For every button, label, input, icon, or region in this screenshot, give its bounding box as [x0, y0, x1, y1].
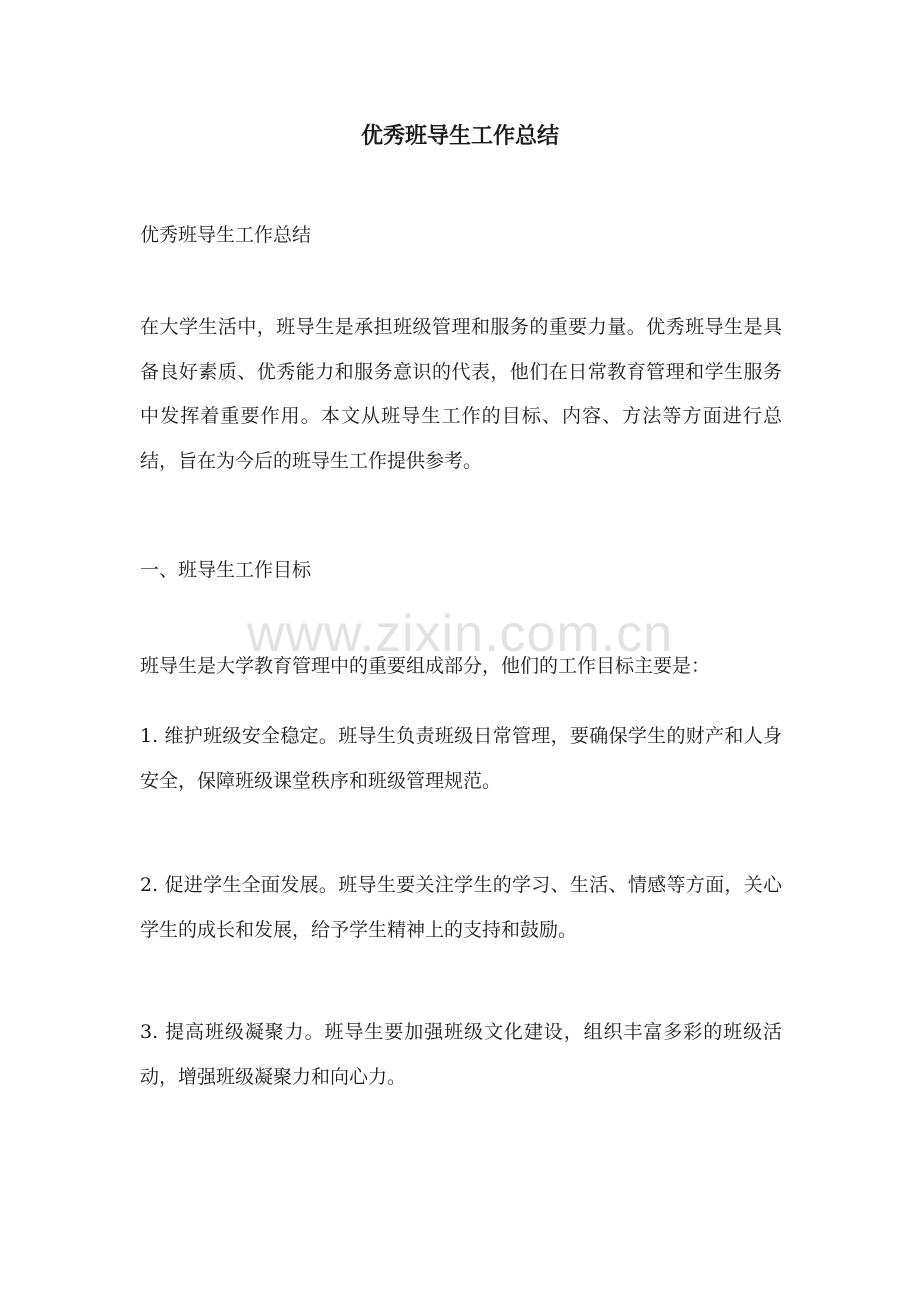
- document-title: 优秀班导生工作总结: [360, 123, 559, 149]
- intro-paragraph: 在大学生活中，班导生是承担班级管理和服务的重要力量。优秀班导生是具备良好素质、优秀能力和服务意识的代表，他们在日常教育管理和学生服务中发挥着重要作用。本文从班导生工作的目标、内容、方法等方面进行总结，旨在为今后的班导生工作提供参考。: [140, 316, 782, 472]
- section-heading: 一、班导生工作目标: [140, 559, 312, 581]
- subtitle-paragraph: 优秀班导生工作总结: [140, 224, 312, 246]
- list-item-3: 3. 提高班级凝聚力。班导生要加强班级文化建设，组织丰富多彩的班级活动，增强班级凝聚力和向心力。: [140, 1021, 782, 1088]
- section-intro-paragraph: 班导生是大学教育管理中的重要组成部分，他们的工作目标主要是：: [140, 655, 711, 677]
- list-item-2: 2. 促进学生全面发展。班导生要关注学生的学习、生活、情感等方面，关心学生的成长和发展，给予学生精神上的支持和鼓励。: [140, 874, 782, 941]
- watermark-text: www.zixin.com.cn: [246, 605, 674, 663]
- list-item-1: 1. 维护班级安全稳定。班导生负责班级日常管理，要确保学生的财产和人身安全，保障班级课堂秩序和班级管理规范。: [140, 725, 782, 792]
